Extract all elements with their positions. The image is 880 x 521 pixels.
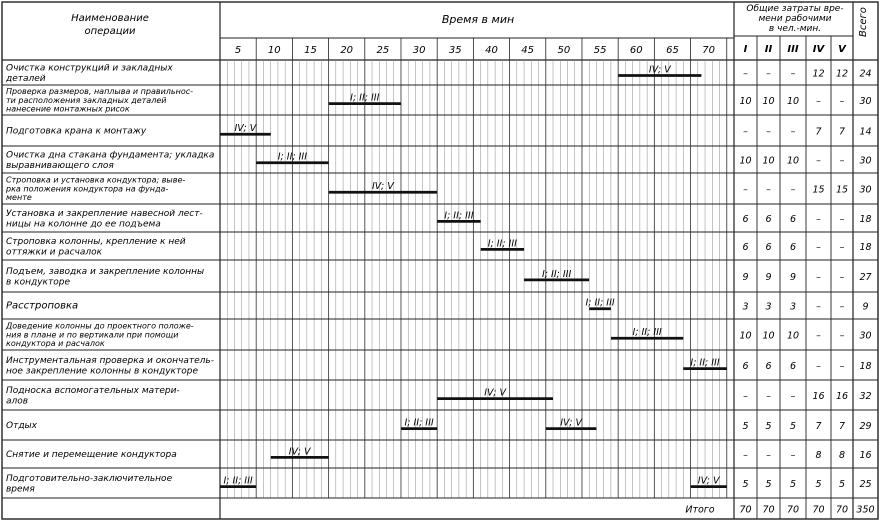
operation-name-line: Снятие и перемещение кондуктора: [6, 450, 177, 461]
time-tick-label: 60: [629, 45, 643, 56]
labor-cost-cell: 10: [739, 330, 752, 342]
time-tick-label: 65: [666, 45, 679, 56]
labor-cost-cell: 10: [786, 155, 800, 167]
labor-cost-cell: –: [743, 450, 748, 461]
operation-name-line: Доведение колонны до проектного положе-: [6, 321, 194, 331]
labor-cost-cell: –: [816, 361, 821, 372]
row-total-cell: 24: [859, 68, 872, 80]
operation-name-line: нанесение монтажных рисок: [6, 104, 130, 114]
time-tick-label: 10: [267, 45, 281, 56]
labor-cost-cell: 12: [835, 68, 849, 80]
labor-cost-cell: –: [790, 450, 796, 461]
labor-cost-cell: –: [816, 272, 821, 283]
labor-cost-cell: 16: [812, 391, 825, 402]
labor-cost-cell: 5: [765, 421, 772, 432]
footer-cost-cell: 70: [835, 504, 849, 516]
labor-cost-cell: 12: [812, 68, 825, 80]
labor-cost-cell: 16: [835, 391, 849, 402]
labor-cost-cell: 8: [815, 450, 822, 461]
labor-cost-cell: –: [766, 450, 771, 461]
header-operation-line-2: операции: [84, 26, 136, 37]
labor-cost-cell: –: [839, 272, 845, 283]
labor-cost-cell: 9: [765, 272, 772, 283]
row-total-cell: 32: [859, 391, 872, 402]
schedule-bar-label: I; II; III: [444, 210, 474, 222]
labor-cost-cell: –: [839, 96, 845, 107]
time-tick-label: 20: [340, 45, 354, 56]
row-total-cell: 25: [859, 479, 872, 490]
row-total-cell: 18: [859, 214, 872, 225]
labor-cost-cell: 5: [789, 479, 797, 490]
footer-cost-cell: 70: [812, 504, 825, 516]
labor-cost-cell: 7: [815, 126, 822, 138]
row-total-cell: 18: [859, 361, 872, 372]
labor-cost-cell: –: [839, 301, 845, 313]
labor-cost-cell: –: [743, 184, 748, 196]
labor-cost-cell: 10: [786, 96, 800, 107]
schedule-bar-label: I; II; III: [350, 92, 380, 104]
footer-label: Итого: [685, 504, 715, 516]
row-total-cell: 18: [859, 242, 872, 253]
worker-header-2: II: [764, 44, 773, 55]
header-labor-line-3: в чел.-мин.: [768, 24, 822, 34]
labor-cost-cell: –: [839, 361, 845, 372]
operation-name-line: ное закрепление колонны в кондукторе: [6, 366, 198, 377]
schedule-bar-label: IV; V: [372, 181, 394, 193]
operation-name-line: Подъем, заводка и закрепление колонны: [6, 266, 205, 277]
operation-name-line: Очистка дна стакана фундамента; укладка: [6, 150, 215, 161]
labor-cost-cell: 5: [789, 421, 797, 432]
time-tick-label: 25: [376, 45, 390, 56]
labor-cost-cell: –: [766, 126, 771, 138]
operation-name-line: Проверка размеров, наплыва и правильнос-: [6, 87, 194, 97]
schedule-bar-label: I; II; III: [585, 297, 615, 309]
operation-name-line: рка положения кондуктора на фунда-: [6, 184, 169, 194]
labor-cost-cell: 6: [765, 214, 772, 225]
labor-cost-cell: –: [816, 301, 821, 313]
labor-cost-cell: –: [790, 391, 796, 402]
header-labor-line-1: Общие затраты вре-: [746, 4, 844, 14]
operation-name-line: ния в плане и по вертикали при помощи: [6, 330, 179, 340]
labor-cost-cell: 6: [742, 214, 749, 225]
labor-cost-cell: 10: [739, 96, 752, 107]
labor-cost-cell: 10: [739, 155, 752, 167]
schedule-bar-label-2: IV; V: [697, 475, 720, 487]
time-tick-label: 55: [593, 45, 607, 56]
operation-name-line: Отдых: [6, 421, 37, 432]
time-tick-label: 30: [412, 45, 426, 56]
operation-name-line: кондуктора и расчалок: [6, 338, 105, 348]
row-total-cell: 14: [859, 126, 872, 138]
labor-cost-cell: 10: [762, 330, 775, 342]
row-total-cell: 30: [859, 184, 872, 196]
schedule-bar-label: I; II; III: [404, 417, 434, 429]
row-total-cell: 29: [859, 421, 872, 432]
labor-cost-cell: –: [816, 214, 821, 225]
operation-name-line: ницы на колонне до ее подъема: [6, 219, 161, 230]
labor-cost-cell: –: [839, 242, 845, 253]
labor-cost-cell: 7: [815, 421, 822, 432]
labor-cost-cell: 10: [762, 155, 775, 167]
operation-name-line: ти расположения закладных деталей: [6, 95, 167, 105]
labor-cost-cell: 6: [765, 361, 772, 372]
labor-cost-cell: 6: [789, 214, 797, 225]
labor-cost-cell: –: [816, 242, 821, 253]
operation-name-line: алов: [6, 396, 29, 407]
row-total-cell: 30: [859, 330, 872, 342]
worker-header-3: III: [787, 44, 799, 55]
operation-name-line: Инструментальная проверка и окончатель-: [6, 355, 214, 366]
schedule-bar-label: I; II; III: [487, 238, 517, 250]
labor-cost-cell: 5: [815, 479, 822, 490]
schedule-bar-label: I; II; III: [690, 357, 720, 369]
schedule-bar-label: IV; V: [234, 123, 257, 135]
operation-name-line: оттяжки и расчалок: [6, 247, 103, 258]
row-total-cell: 30: [859, 155, 872, 167]
footer-cost-cell: 70: [786, 504, 800, 516]
labor-cost-cell: 6: [789, 242, 797, 253]
labor-cost-cell: 5: [742, 479, 749, 490]
labor-cost-cell: –: [766, 184, 771, 196]
operation-name-line: Подготовительно-заключительное: [6, 473, 173, 484]
time-tick-label: 45: [521, 45, 535, 56]
time-tick-label: 15: [304, 45, 317, 56]
header-total: Всего: [858, 7, 869, 37]
operation-name-line: Подноска вспомогательных матери-: [6, 385, 180, 396]
labor-cost-cell: 5: [765, 479, 772, 490]
time-tick-label: 40: [485, 45, 498, 56]
labor-cost-cell: –: [816, 96, 821, 107]
time-tick-label: 35: [448, 45, 462, 56]
schedule-bar-label: IV; V: [648, 64, 671, 76]
row-total-cell: 9: [862, 301, 869, 313]
labor-cost-cell: 9: [742, 272, 749, 283]
labor-cost-cell: 10: [786, 330, 800, 342]
labor-cost-cell: –: [790, 126, 796, 138]
operation-name-line: Строповка колонны, крепление к ней: [6, 236, 186, 247]
footer-cost-cell: 70: [739, 504, 752, 516]
header-operation-line-1: Наименование: [71, 13, 149, 24]
labor-cost-cell: –: [790, 184, 796, 196]
operation-name-line: в кондукторе: [6, 277, 70, 288]
schedule-bar-label: I; II; III: [277, 151, 308, 163]
labor-cost-cell: 8: [838, 450, 846, 461]
operation-name-line: менте: [6, 192, 32, 202]
labor-cost-cell: –: [743, 68, 748, 80]
labor-cost-cell: 6: [742, 242, 749, 253]
operation-name-line: время: [6, 484, 35, 495]
labor-cost-cell: 5: [838, 479, 846, 490]
labor-cost-cell: –: [816, 330, 821, 342]
labor-cost-cell: 9: [789, 272, 797, 283]
labor-cost-cell: 6: [765, 242, 772, 253]
footer-total-cell: 350: [856, 504, 875, 516]
labor-cost-cell: –: [816, 155, 821, 167]
row-total-cell: 16: [859, 450, 872, 461]
time-tick-label: 70: [702, 45, 716, 56]
labor-cost-cell: 3: [765, 301, 772, 313]
labor-cost-cell: –: [790, 68, 796, 80]
row-total-cell: 27: [859, 272, 872, 283]
labor-cost-cell: 5: [742, 421, 749, 432]
labor-cost-cell: –: [743, 126, 748, 138]
labor-cost-cell: –: [743, 391, 748, 402]
row-total-cell: 30: [859, 96, 872, 107]
labor-cost-cell: –: [839, 330, 845, 342]
operation-name-line: выравнивающего слоя: [6, 160, 114, 171]
footer-cost-cell: 70: [762, 504, 775, 516]
header-time: Время в мин: [441, 13, 515, 26]
schedule-bar-label: I; II; III: [632, 327, 662, 339]
labor-cost-cell: 6: [789, 361, 797, 372]
worker-header-4: IV: [812, 44, 825, 55]
header-labor-line-2: мени рабочими: [758, 14, 832, 24]
operation-name-line: Строповка и установка кондуктора; выве-: [6, 175, 186, 185]
schedule-bar-label-2: IV; V: [560, 417, 582, 429]
schedule-bar-label: I; II; III: [542, 268, 572, 280]
labor-cost-cell: 15: [812, 184, 825, 196]
time-tick-label: 50: [557, 45, 571, 56]
operation-name-line: Подготовка крана к монтажу: [6, 126, 147, 137]
labor-cost-cell: –: [839, 214, 845, 225]
labor-cost-cell: 7: [838, 421, 846, 432]
labor-cost-cell: 3: [742, 301, 749, 313]
labor-cost-cell: 3: [789, 301, 797, 313]
operation-name-line: Установка и закрепление навесной лест-: [6, 208, 203, 219]
worker-header-5: V: [838, 44, 846, 55]
labor-cost-cell: 7: [838, 126, 846, 138]
labor-cost-cell: –: [766, 68, 771, 80]
operation-name-line: деталей: [6, 73, 46, 84]
schedule-bar-label: I; II; III: [223, 475, 253, 487]
labor-cost-cell: 15: [835, 184, 849, 196]
labor-cost-cell: –: [839, 155, 845, 167]
operation-name-line: Расстроповка: [6, 300, 79, 312]
operation-name-line: Очистка конструкций и закладных: [6, 63, 173, 74]
worker-header-1: I: [743, 44, 748, 55]
time-tick-label: 5: [234, 45, 242, 56]
schedule-bar-label: IV; V: [288, 446, 311, 458]
schedule-bar-label: IV; V: [484, 387, 506, 399]
labor-cost-cell: 6: [742, 361, 749, 372]
labor-cost-cell: –: [766, 391, 771, 402]
labor-cost-cell: 10: [762, 96, 775, 107]
